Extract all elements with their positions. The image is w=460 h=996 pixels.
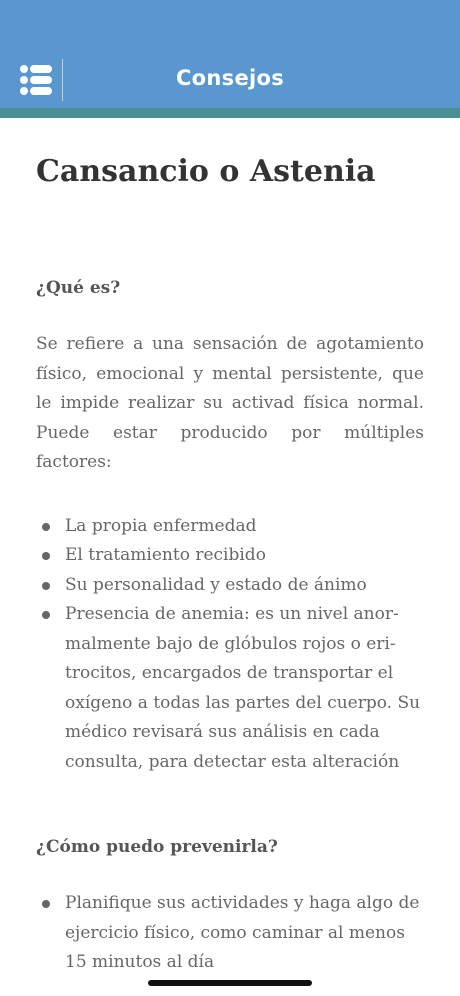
list-item-text: El tratamiento recibido bbox=[65, 545, 266, 565]
page-title: Cansancio o Astenia bbox=[36, 154, 376, 189]
bullet-dot-icon bbox=[42, 900, 50, 908]
list-item-text: Presencia de anemia: es un nivel anormalmente bajo de glóbulos rojos o eritrocitos, encargados de transportar el oxígeno a todas las partes del cuerpo. Su médico revisará sus análisis en cada consulta, para detectar esta alteración bbox=[65, 604, 421, 772]
bullet-dot-icon bbox=[42, 611, 50, 619]
list-item-text: Planifique sus actividades y haga algo de ejercicio físico, como caminar al menos 15 minutos al día bbox=[65, 893, 420, 972]
bullet-dot-icon bbox=[42, 523, 50, 531]
section-heading-prevencion: ¿Cómo puedo prevenirla? bbox=[36, 837, 278, 857]
home-indicator[interactable] bbox=[148, 980, 312, 986]
bullet-dot-icon bbox=[42, 552, 50, 560]
bullet-dot-icon bbox=[42, 582, 50, 590]
app-header bbox=[0, 0, 460, 108]
header-accent-bar bbox=[0, 108, 460, 118]
list-item-text: Su personalidad y estado de ánimo bbox=[65, 574, 367, 595]
header-title: Consejos bbox=[175, 66, 285, 90]
list-item bbox=[36, 541, 424, 571]
article-content[interactable] bbox=[36, 118, 424, 972]
list-item bbox=[36, 600, 424, 777]
section-paragraph: Se refiere a una sensación de agotamiento físico, emocional y mental persistente, que le impide realizar su activad física normal. Puede estar producido por múltiples factores: bbox=[36, 334, 424, 472]
list-item bbox=[36, 571, 424, 601]
list-item-text: La propia enfermedad bbox=[65, 515, 257, 536]
list-item bbox=[36, 889, 424, 978]
bullet-list-prevention bbox=[36, 889, 424, 978]
section-heading-que-es: ¿Qué es? bbox=[36, 278, 121, 298]
bullet-list-causes bbox=[36, 512, 424, 778]
list-item bbox=[36, 512, 424, 542]
